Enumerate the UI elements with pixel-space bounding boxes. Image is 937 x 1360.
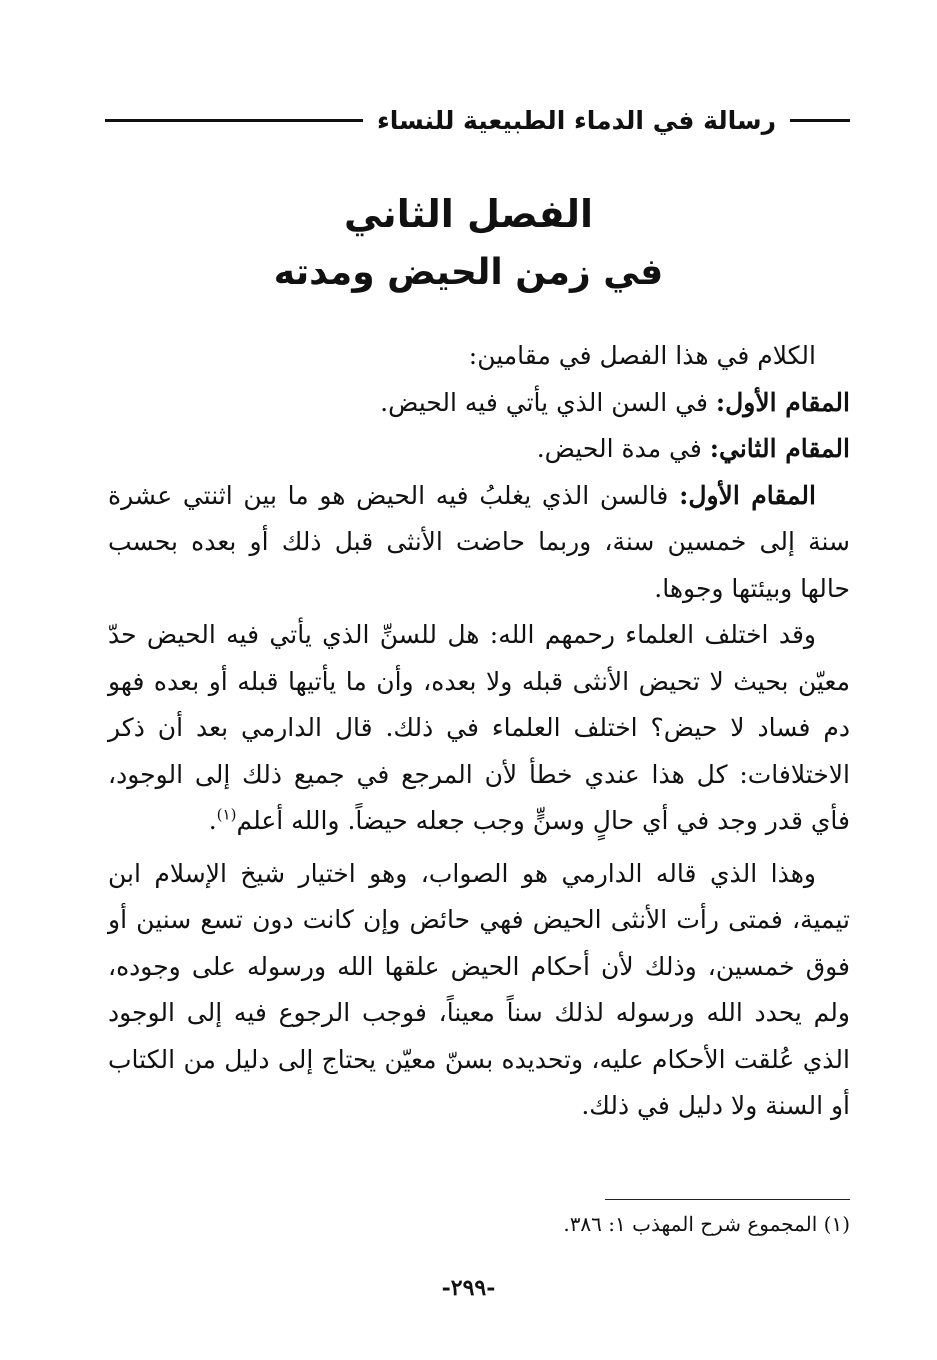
footnote: (١) المجموع شرح المهذب ١: ٣٨٦. [563, 1212, 850, 1236]
running-header-title: رسالة في الدماء الطبيعية للنساء [376, 105, 776, 135]
paragraph-1-label: المقام الأول: [679, 480, 816, 510]
paragraph-2-end: . [208, 806, 217, 835]
paragraph-1 [108, 473, 850, 613]
footnote-divider [605, 1199, 850, 1200]
item-2 [108, 426, 850, 473]
header-rule-right [790, 119, 850, 122]
paragraph-3: وهذا الذي قاله الدارمي هو الصواب، وهو اختيار شيخ الإسلام ابن تيمية، فمتى رأت الأنثى الحيض فهي حائض وإن كانت دون تسع سنين أو فوق خمسين، وذلك لأن أحكام الحيض علقها الله ورسوله على وجوده، ولم يحدد الله ورسوله لذلك سناً معيناً، فوجب الرجوع فيه إلى الوجود الذي عُلقت الأحكام عليه، وتحديده بسنّ معيّن يحتاج إلى دليل من الكتاب أو السنة ولا دليل في ذلك. [108, 858, 850, 1120]
paragraph-2 [108, 612, 850, 845]
paragraph-1-text: فالسن الذي يغلبُ فيه الحيض هو ما بين اثنتي عشرة سنة إلى خمسين سنة، وربما حاضت الأنثى قبل ذلك أو بعده بحسب حالها وبيئتها وجوها. [108, 480, 850, 603]
running-header [105, 100, 850, 140]
chapter-title: الفصل الثاني [343, 192, 594, 236]
item-1 [108, 380, 850, 427]
footnote-reference: (١) [216, 805, 237, 824]
page-number: -٢٩٩- [441, 1275, 496, 1301]
chapter-subtitle: في زمن الحيض ومدته [273, 252, 664, 293]
intro-line: الكلام في هذا الفصل في مقامين: [468, 341, 816, 370]
item-1-text: في السن الذي يأتي فيه الحيض. [380, 387, 716, 417]
body-text [108, 333, 850, 1130]
item-2-text: في مدة الحيض. [536, 434, 710, 463]
header-rule-left [105, 119, 363, 122]
item-1-label: المقام الأول: [715, 387, 850, 417]
paragraph-2-text: وقد اختلف العلماء رحمهم الله: هل للسنِّ الذي يأتي فيه الحيض حدّ معيّن بحيث لا تحيض الأنثى قبله ولا بعده، وأن ما يأتيها قبله أو بعده فهو دم فساد لا حيض؟ اختلف العلماء في ذلك. قال الدارمي بعد أن ذكر الاختلافات: كل هذا عندي خطأ لأن المرجع في جميع ذلك إلى الوجود، فأي قدر وجد في أي حالٍ وسنٍّ وجب جعله حيضاً. والله أعلم [108, 620, 850, 835]
item-2-label: المقام الثاني: [709, 434, 850, 463]
